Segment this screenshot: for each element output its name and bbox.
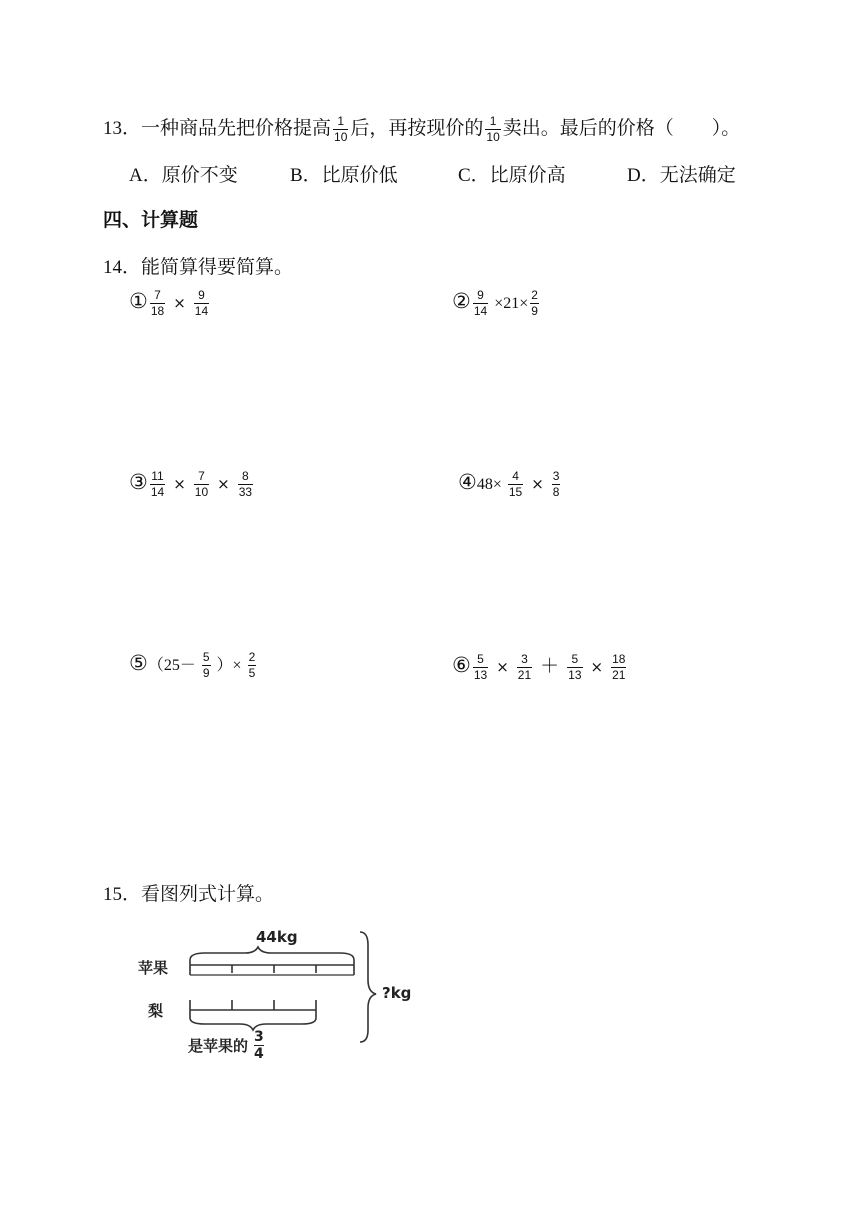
fraction: $\frac{1}{10}$ xyxy=(334,113,348,145)
operator: × xyxy=(531,475,544,494)
total-label: ?kg xyxy=(382,984,412,1002)
question-prompt: 能简算得要简算。 xyxy=(141,257,294,278)
calc-item-6 xyxy=(452,651,628,682)
pear-bar xyxy=(190,1000,316,1018)
question-15 xyxy=(103,879,274,906)
fraction: $\frac{2}{9}$ xyxy=(531,288,538,319)
question-number: 13． xyxy=(103,118,142,139)
option-c[interactable]: C．比原价高 xyxy=(458,165,566,186)
item-marker: ③ xyxy=(129,470,148,495)
fraction: $\frac{5}{9}$ xyxy=(202,650,210,681)
operator: × xyxy=(217,475,230,494)
item-marker: ⑤ xyxy=(129,651,148,676)
calc-item-3 xyxy=(129,470,255,499)
top-brace xyxy=(190,947,354,960)
operator: × xyxy=(496,658,509,676)
calc-item-4 xyxy=(458,470,562,499)
operator: ＋ xyxy=(540,655,560,677)
segment-diagram xyxy=(130,920,430,1070)
question-14 xyxy=(103,252,293,279)
question-text-part1: 一种商品先把价格提高 xyxy=(141,118,332,139)
option-a[interactable]: A．原价不变 xyxy=(129,165,238,186)
question-prompt: 看图列式计算。 xyxy=(141,884,275,905)
fraction: $\frac{8}{33}$ xyxy=(238,469,253,500)
question-number: 14． xyxy=(103,257,142,278)
fraction: $\frac{3}{8}$ xyxy=(552,469,560,500)
fraction: $\frac{7}{18}$ xyxy=(150,288,165,319)
pear-label: 梨 xyxy=(148,1002,164,1020)
operator: ×21× xyxy=(494,295,529,313)
operator: × xyxy=(173,294,186,313)
fraction: $\frac{11}{14}$ xyxy=(150,469,165,500)
apple-bar xyxy=(190,960,354,975)
fraction: $\frac{5}{13}$ xyxy=(473,651,488,683)
top-label: 44kg xyxy=(256,928,298,946)
fraction: $\frac{18}{21}$ xyxy=(612,651,626,683)
fraction: $\frac{5}{13}$ xyxy=(568,651,582,683)
calc-item-5 xyxy=(129,651,258,680)
calc-item-2 xyxy=(452,289,541,318)
section-heading: 四、计算题 xyxy=(103,210,199,231)
operator: ）× xyxy=(216,657,242,675)
question-13 xyxy=(103,113,740,144)
item-marker: ① xyxy=(129,289,148,314)
operator: × xyxy=(590,658,604,676)
fraction: $\frac{9}{14}$ xyxy=(473,288,488,319)
fraction: $\frac{2}{5}$ xyxy=(248,650,256,681)
bottom-brace xyxy=(190,1018,316,1030)
option-b[interactable]: B．比原价低 xyxy=(290,165,398,186)
item-marker: ④ xyxy=(458,470,477,495)
bottom-label: 是苹果的 3 4 xyxy=(188,1029,264,1062)
fraction: $\frac{4}{15}$ xyxy=(508,469,523,500)
total-brace xyxy=(360,932,376,1042)
fraction: $\frac{3}{21}$ xyxy=(517,651,532,683)
question-text-part2: 后，再按现价的 xyxy=(350,118,484,139)
option-d[interactable]: D．无法确定 xyxy=(627,165,736,186)
fraction: 3 4 xyxy=(254,1029,264,1062)
expression-lead: 48× xyxy=(476,476,502,494)
item-marker: ⑥ xyxy=(452,653,471,677)
expression-lead: （25－ xyxy=(147,657,196,675)
apple-label: 苹果 xyxy=(138,959,169,977)
fraction: $\frac{1}{10}$ xyxy=(486,113,500,145)
calc-item-1 xyxy=(129,289,211,318)
fraction: $\frac{7}{10}$ xyxy=(194,469,209,500)
operator: × xyxy=(173,475,186,494)
fraction: $\frac{9}{14}$ xyxy=(194,288,209,319)
item-marker: ② xyxy=(452,289,471,314)
question-number: 15． xyxy=(103,884,142,905)
question-text-part3: 卖出。最后的价格（ ）。 xyxy=(502,118,741,139)
